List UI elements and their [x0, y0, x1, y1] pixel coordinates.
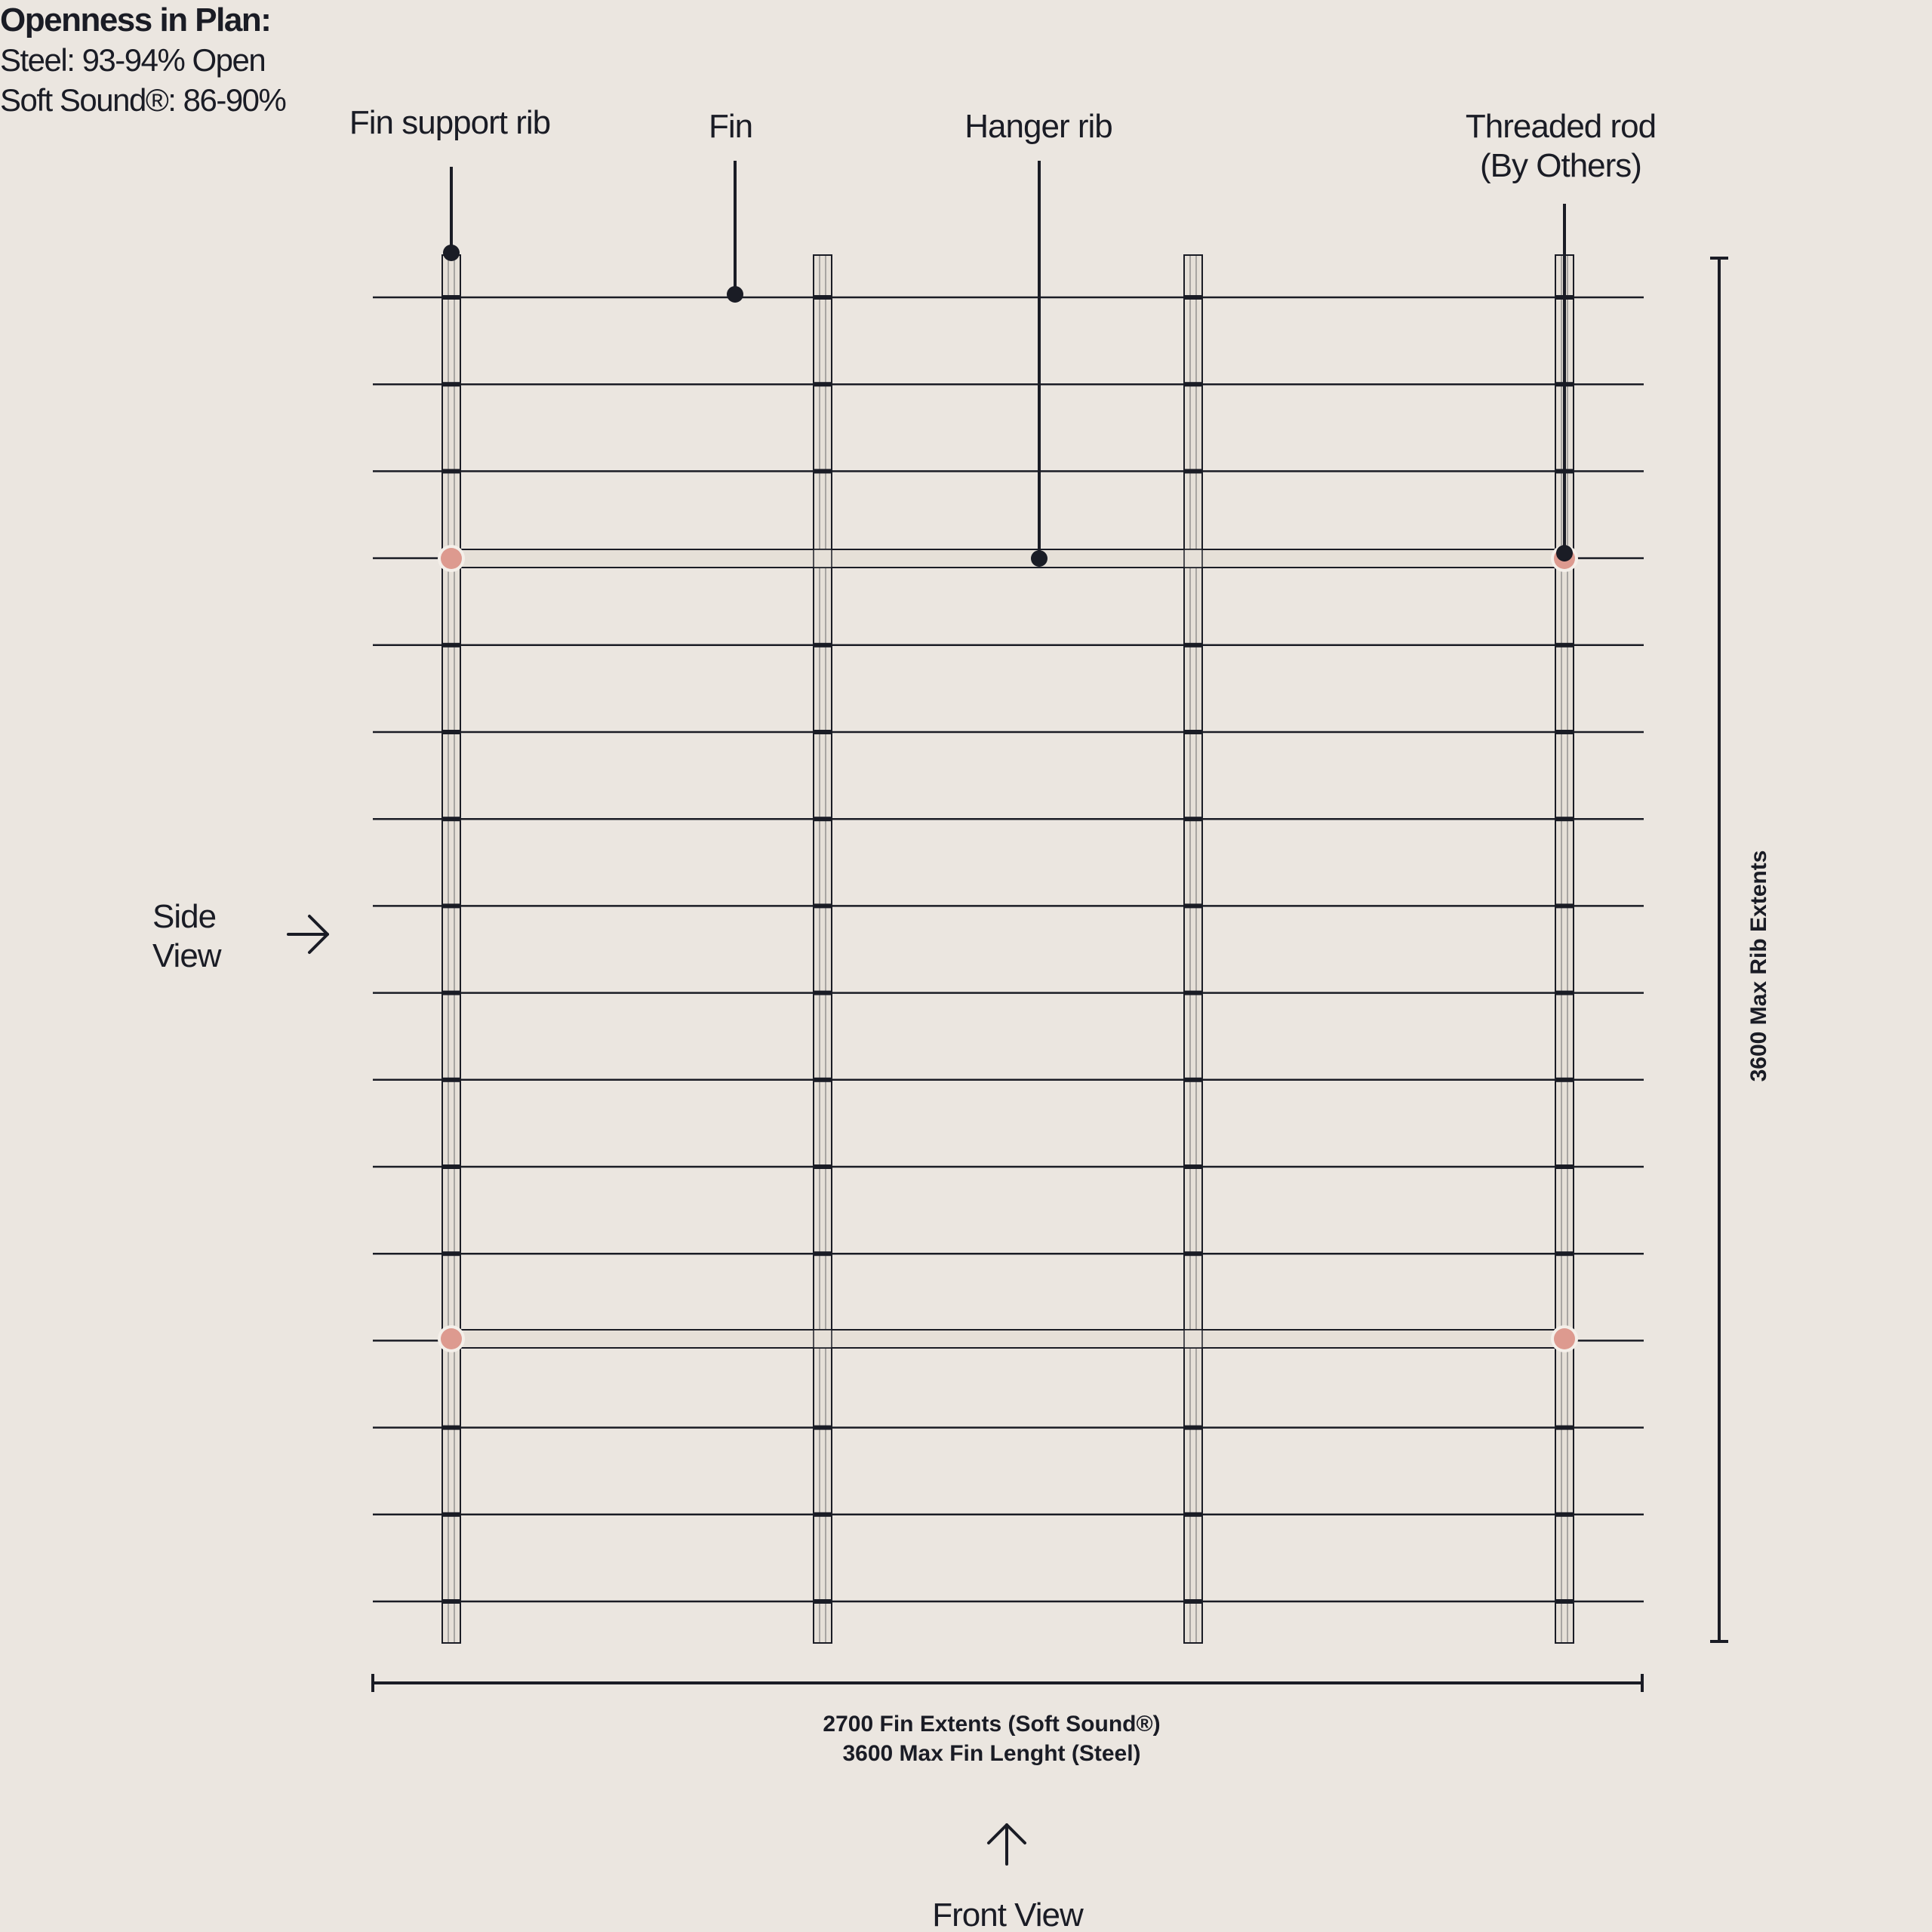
fin-clip	[814, 1599, 832, 1604]
fin-clip	[1555, 1599, 1574, 1604]
width-dimension-line	[373, 1674, 1642, 1692]
fin-clip	[1184, 382, 1202, 386]
fin-clip	[1555, 991, 1574, 995]
fin-clip	[814, 1251, 832, 1256]
height-dimension-label: 3600 Max Rib Extents	[1746, 850, 1771, 1082]
fin-clip	[1555, 1251, 1574, 1256]
fin-clip	[1555, 730, 1574, 734]
fin-clip	[442, 382, 460, 386]
threaded-rod-points	[438, 545, 1578, 1352]
fin-clip	[1555, 1512, 1574, 1517]
callout-dot	[1031, 550, 1048, 567]
fin-clip	[442, 991, 460, 995]
hanger-ribs	[442, 549, 1574, 1348]
callout-dots	[443, 245, 1573, 567]
hanger-rib-junction	[1184, 1330, 1202, 1348]
fin-clip	[814, 1426, 832, 1430]
fin-clip	[814, 817, 832, 821]
fin-clip	[1184, 1426, 1202, 1430]
hanger-rib-junction	[814, 549, 832, 568]
threaded-rod-point	[1554, 1328, 1575, 1349]
fin-clip	[442, 1426, 460, 1430]
fin-clip	[1184, 730, 1202, 734]
fin-clip	[442, 469, 460, 473]
width-dimension-label-steel: 3600 Max Fin Lenght (Steel)	[842, 1741, 1141, 1766]
fin-lines	[373, 297, 1644, 1601]
header-title: Openness in Plan:	[0, 2, 271, 38]
fin-clip	[814, 1164, 832, 1169]
hanger-rib-junction	[814, 1330, 832, 1348]
fin-clip	[1184, 1599, 1202, 1604]
threaded-rod-point	[441, 1328, 462, 1349]
fin-clip	[1184, 1078, 1202, 1082]
fin-support-rib	[442, 255, 460, 1643]
fin-clip	[442, 1512, 460, 1517]
threaded-rod-point	[441, 548, 462, 569]
fin-clip	[1555, 1426, 1574, 1430]
height-dimension-line	[1710, 258, 1728, 1641]
arrow-right-icon	[288, 916, 328, 952]
fin-clip	[442, 295, 460, 300]
fin-clip	[1184, 295, 1202, 300]
fin-clip	[814, 382, 832, 386]
width-dimension-label-soft-sound: 2700 Fin Extents (Soft Sound®)	[823, 1712, 1161, 1737]
fin-clip	[814, 730, 832, 734]
fin-clip	[1184, 991, 1202, 995]
fin-clip	[442, 643, 460, 648]
hanger-rib	[451, 549, 1564, 568]
callout-dot	[443, 245, 460, 261]
header-soft-sound-openness: Soft Sound®: 86-90%	[0, 82, 286, 118]
label-threaded-rod: Threaded rod	[1465, 108, 1657, 145]
side-view-label-line2: View	[152, 937, 221, 974]
fin-clip	[1555, 1078, 1574, 1082]
fin-clip	[442, 817, 460, 821]
fin-clip	[814, 1512, 832, 1517]
fin-clip	[442, 730, 460, 734]
fin-clip	[1184, 643, 1202, 648]
fin-clip	[814, 991, 832, 995]
fin-clip	[1184, 1512, 1202, 1517]
fin-support-rib	[814, 255, 832, 1643]
arrow-up-icon	[989, 1825, 1025, 1864]
side-view-label-line1: Side	[152, 898, 217, 935]
label-fin-support-rib: Fin support rib	[349, 104, 551, 141]
label-by-others: (By Others)	[1480, 147, 1641, 184]
label-hanger-rib: Hanger rib	[964, 108, 1112, 145]
hanger-rib-junction	[1184, 549, 1202, 568]
fin-clip	[814, 295, 832, 300]
fin-clip	[1555, 817, 1574, 821]
front-view-label: Front View	[932, 1897, 1083, 1932]
fin-clip	[442, 1164, 460, 1169]
fin-clip	[1555, 643, 1574, 648]
callout-dot	[727, 286, 743, 303]
fin-clip	[442, 903, 460, 908]
fin-clip	[814, 469, 832, 473]
callout-leaders	[451, 161, 1564, 558]
fin-clip	[442, 1078, 460, 1082]
fin-clip	[1184, 469, 1202, 473]
fin-clip	[1184, 1251, 1202, 1256]
fin-clip	[1555, 903, 1574, 908]
callout-dot	[1556, 545, 1573, 561]
fin-clip	[442, 1251, 460, 1256]
header-steel-openness: Steel: 93-94% Open	[0, 42, 266, 78]
fin-clip	[814, 643, 832, 648]
hanger-rib	[451, 1330, 1564, 1348]
fin-clip	[814, 903, 832, 908]
fin-support-rib	[1184, 255, 1202, 1643]
fin-clip	[1184, 903, 1202, 908]
fin-clip	[1184, 817, 1202, 821]
fin-clip	[814, 1078, 832, 1082]
fin-clip	[1555, 1164, 1574, 1169]
label-fin: Fin	[708, 108, 753, 145]
fin-clip	[1184, 1164, 1202, 1169]
fin-support-ribs	[442, 255, 1574, 1643]
fin-clip	[442, 1599, 460, 1604]
